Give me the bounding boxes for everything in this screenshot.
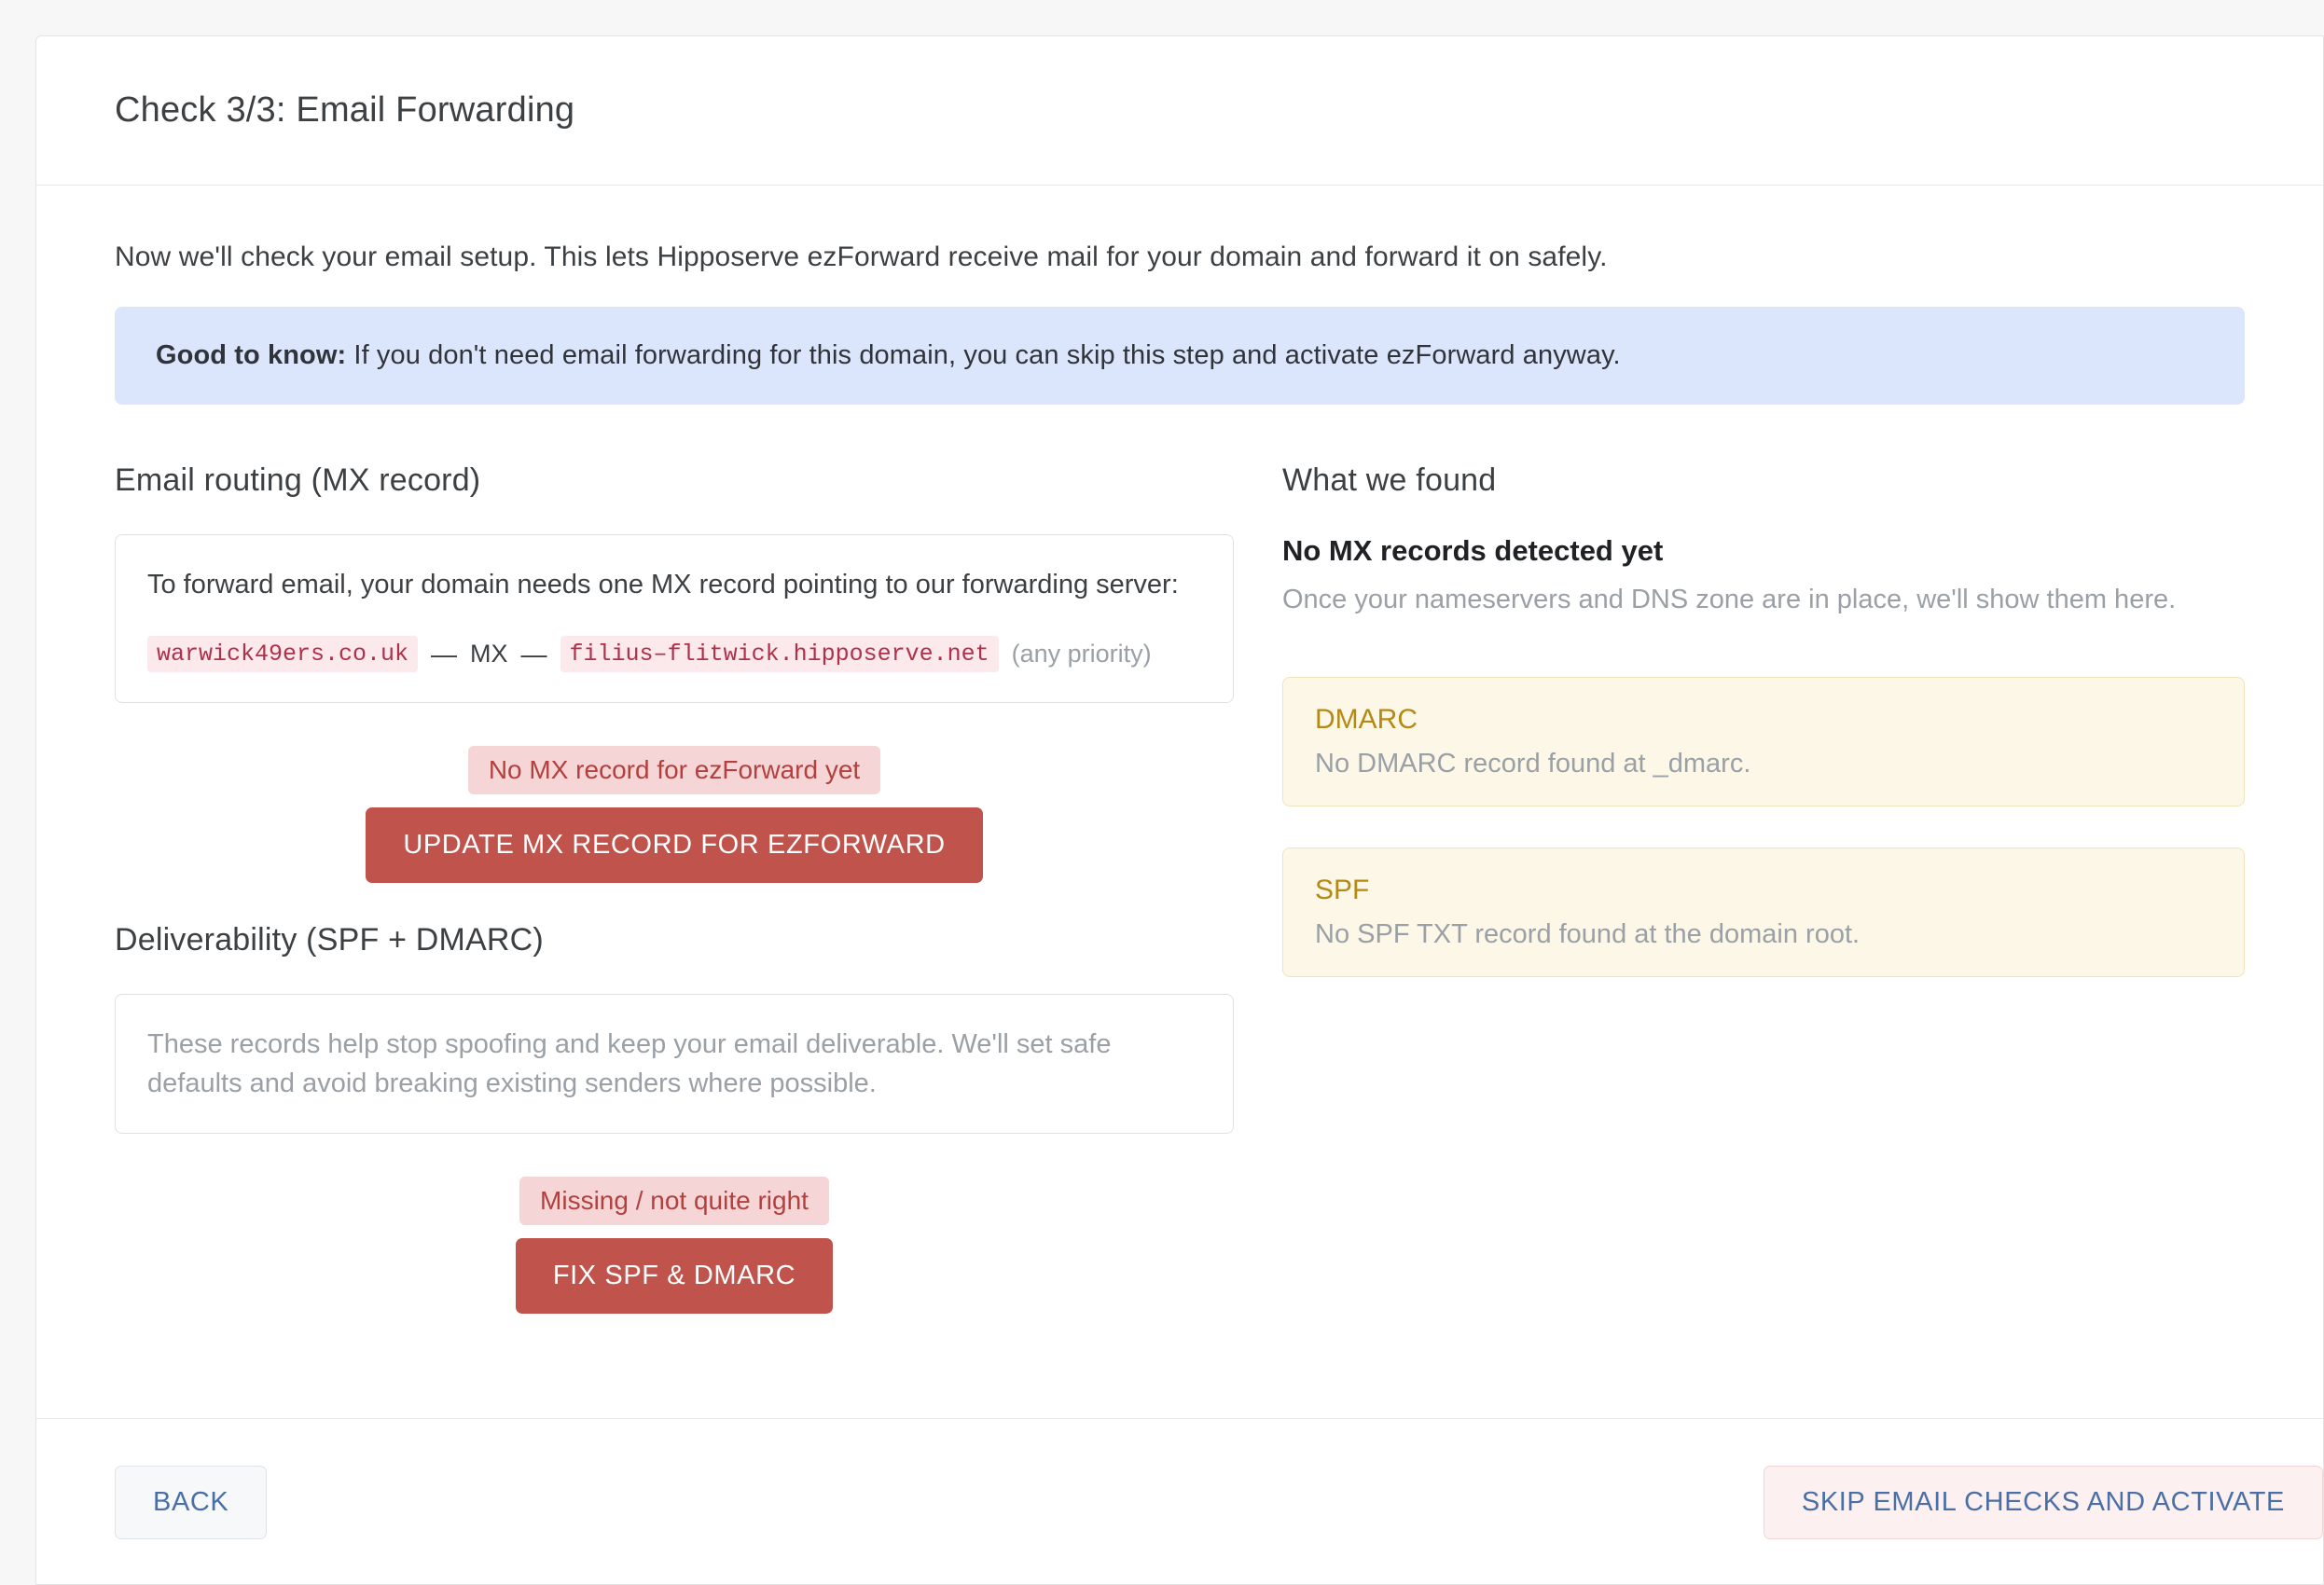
card-footer (36, 1418, 2323, 1585)
deliverability-cta-group (115, 1177, 1234, 1314)
page-title: Check 3/3: Email Forwarding (115, 90, 575, 130)
mx-record-panel (115, 534, 1234, 703)
finding-card-dmarc (1282, 677, 2245, 806)
mx-target-value: filius–flitwick.hipposerve.net (560, 636, 999, 672)
good-to-know-callout (115, 307, 2245, 405)
mx-cta-group (115, 746, 1234, 883)
mx-description: To forward email, your domain needs one MX record pointing to our forwarding server: (147, 570, 1179, 600)
mx-host-value: warwick49ers.co.uk (147, 636, 418, 672)
back-button[interactable]: BACK (115, 1466, 267, 1539)
finding-label-spf: SPF (1315, 875, 1370, 905)
mx-type-value: MX (470, 640, 508, 668)
deliverability-section-title: Deliverability (SPF + DMARC) (115, 922, 544, 958)
mx-separator-1: — (431, 639, 458, 668)
finding-text-spf: No SPF TXT record found at the domain root. (1315, 919, 1861, 949)
mx-status-badge: No MX record for ezForward yet (468, 746, 880, 794)
update-mx-record-button[interactable]: UPDATE MX RECORD FOR EZFORWARD (366, 807, 982, 883)
deliverability-status-badge: Missing / not quite right (519, 1177, 829, 1225)
findings-title: What we found (1282, 462, 1497, 498)
mx-priority-note: (any priority) (1011, 640, 1152, 668)
findings-subtext: Once your nameservers and DNS zone are in place, we'll show them here. (1282, 585, 2177, 614)
deliverability-description: These records help stop spoofing and keep your email deliverable. We'll set safe defaults and avoid breaking existing senders where possible. (147, 1029, 1112, 1099)
spacer (115, 883, 1234, 922)
mx-separator-2: — (520, 639, 547, 668)
content-columns (115, 462, 2245, 1314)
card-header (36, 36, 2323, 186)
finding-text-dmarc: No DMARC record found at _dmarc. (1315, 749, 1751, 779)
mx-record-row (147, 636, 1201, 672)
mx-section-title: Email routing (MX record) (115, 462, 481, 498)
finding-label-dmarc: DMARC (1315, 704, 1418, 735)
finding-card-spf (1282, 848, 2245, 977)
deliverability-panel (115, 994, 1234, 1134)
left-column (115, 462, 1234, 1314)
callout-text: If you don't need email forwarding for this domain, you can skip this step and activate ezForward anyway. (346, 340, 1621, 370)
wizard-card (35, 35, 2324, 1585)
callout-label: Good to know: (156, 340, 347, 370)
fix-spf-dmarc-button[interactable]: FIX SPF & DMARC (516, 1238, 833, 1314)
right-column (1282, 462, 2245, 1314)
findings-headline: No MX records detected yet (1282, 534, 1664, 567)
intro-text: Now we'll check your email setup. This lets Hipposerve ezForward receive mail for your domain and forward it on safely. (115, 241, 1608, 272)
card-body (36, 186, 2323, 1418)
skip-email-checks-button[interactable]: SKIP EMAIL CHECKS AND ACTIVATE (1764, 1466, 2323, 1539)
